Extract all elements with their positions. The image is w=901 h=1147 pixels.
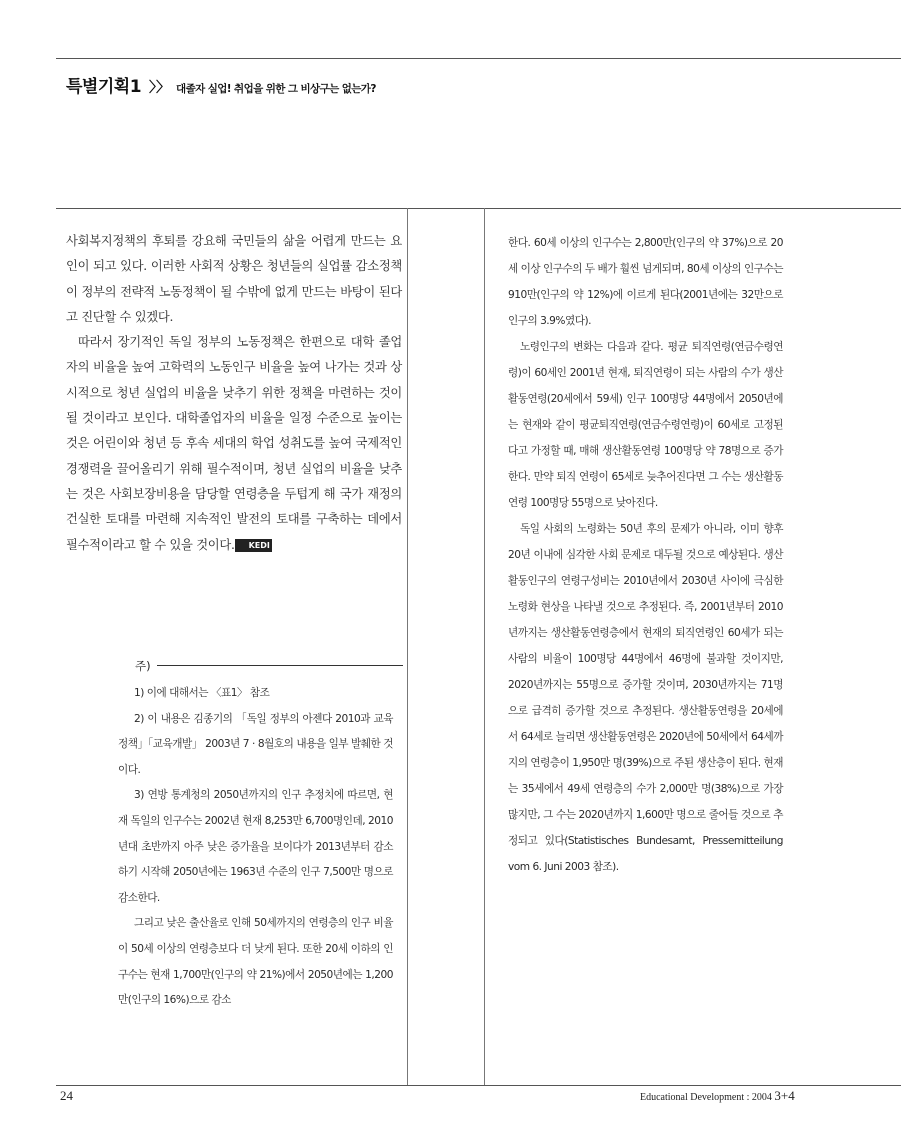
left-column: [66, 229, 402, 558]
journal-name: Educational Development : 2004: [640, 1092, 772, 1103]
article-title: 대졸자 실업! 취업을 위한 그 비상구는 없는가?: [176, 83, 376, 95]
kedi-end-mark: KEDI: [235, 539, 272, 552]
body-paragraph: [66, 330, 402, 558]
section-header: [66, 72, 376, 97]
footer-rule: [56, 1085, 901, 1086]
footnote-item: 2) 이 내용은 김종기의 「독일 정부의 아젠다 2010과 교육정책」「교육개발」 2003년 7 · 8월호의 내용을 일부 발췌한 것이다.: [118, 712, 393, 776]
footnote-item: 1) 이에 대해서는 〈표1〉 참조: [134, 687, 270, 699]
footnote-header: [135, 658, 403, 674]
column-divider-right: [484, 208, 485, 1086]
right-column: [508, 230, 783, 880]
footnote-item: 그리고 낮은 출산율로 인해 50세까지의 연령층의 인구 비율이 50세 이상의 연령층보다 더 낮게 된다. 또한 20세 이하의 인구수는 현재 1,700만(인구의 약 21%)에서 2050년에는 1,200만(인구의 16%)으로 감소: [118, 917, 393, 1007]
body-paragraph: 독일 사회의 노령화는 50년 후의 문제가 아니라, 이미 향후 20년 이내에 심각한 사회 문제로 대두될 것으로 예상된다. 생산활동인구의 연령구성비는 2010년에서 2030년 사이에 극심한 노령화 현상을 나타낼 것으로 추정된다. 즉, 2001년부터 2010년까지는 생산활동연령층에서 현재의 퇴직연령인 60세가 되는 사람의 비율이 100명당 44명에서 46명에 불과할 것이지만, 2020년까지는 55명으로 증가할 것이며, 2030년까지는 71명으로 급격히 증가할 것으로 추정된다. 생산활동연령을 20세에서 64세로 늘리면 생산활동연령은 2020년에 50세에서 64세까지의 연령층이 1,950만 명(39%)으로 주된 생산층이 된다. 현재는 35세에서 49세 연령층의 수가 2,000만 명(38%)으로 가장 많지만, 그 수는 2020년까지 1,600만 명으로 줄어들 것으로 추정되고 있다(Statistisches Bundesamt, Pressemitteilung vom 6. Juni 2003 참조).: [508, 523, 783, 873]
double-chevron-icon: 〉〉: [149, 80, 171, 96]
body-paragraph: 한다. 60세 이상의 인구수는 2,800만(인구의 약 37%)으로 20세 이상 인구수의 두 배가 훨씬 넘게되며, 80세 이상의 인구수는 910만(인구의 약 12%)에 이르게 된다(2001년에는 32만으로 인구의 3.9%였다).: [508, 237, 783, 327]
top-rule: [56, 58, 901, 59]
body-paragraph: 노령인구의 변화는 다음과 같다. 평균 퇴직연령(연금수령연령)이 60세인 2001년 현재, 퇴직연령이 되는 사람의 수가 생산활동연령(20세에서 59세) 인구 100명당 44명에서 2050년에는 현재와 같이 평균퇴직연령(연금수령연령)이 60세로 고정된다고 가정할 때, 매해 생산활동연령 100명당 약 78명으로 증가한다. 만약 퇴직 연령이 65세로 늦추어진다면 그 수는 생산활동연령 100명당 55명으로 낮아진다.: [508, 341, 783, 509]
footnote-item: 3) 연방 통계청의 2050년까지의 인구 추정치에 따르면, 현재 독일의 인구수는 2002년 현재 8,253만 6,700명인데, 2010년대 초반까지 아주 낮은 증가율을 보이다가 2013년부터 감소하기 시작해 2050년에는 1963년 수준의 인구 7,500만 명으로 감소한다.: [118, 789, 393, 904]
footnotes: [118, 681, 393, 1014]
journal-issue: 3+4: [774, 1088, 795, 1103]
footnote-rule: [157, 665, 403, 666]
journal-info: [640, 1088, 795, 1104]
footnote-label: 주): [135, 659, 151, 673]
paragraph-text: 따라서 장기적인 독일 정부의 노동정책은 한편으로 대학 졸업자의 비율을 높여 고학력의 노동인구 비율을 높여 나가는 것과 상시적으로 청년 실업의 비율을 낮추기 위한 정책을 마련하는 것이 될 것이라고 보인다. 대학졸업자의 비율을 일정 수준으로 높이는 것은 어린이와 청년 등 후속 세대의 학업 성취도를 높여 국제적인 경쟁력을 끌어올리기 위해 필수적이며, 청년 실업의 비율을 낮추는 것은 사회보장비용을 담당할 연령층을 두텁게 해 국가 재정의 건실한 토대를 마련해 지속적인 발전의 토대를 구축하는 데에서 필수적이라고 할 수 있을 것이다.: [66, 335, 402, 552]
column-divider-left: [407, 208, 408, 1086]
series-title: 특별기획1: [66, 77, 142, 97]
body-paragraph: 사회복지정책의 후퇴를 강요해 국민들의 삶을 어렵게 만드는 요인이 되고 있다. 이러한 사회적 상황은 청년들의 실업률 감소정책이 정부의 전략적 노동정책이 될 수밖에 없게 만드는 바탕이 된다고 진단할 수 있겠다.: [66, 234, 402, 324]
header-divider: [56, 208, 901, 209]
page-number: 24: [60, 1088, 73, 1103]
